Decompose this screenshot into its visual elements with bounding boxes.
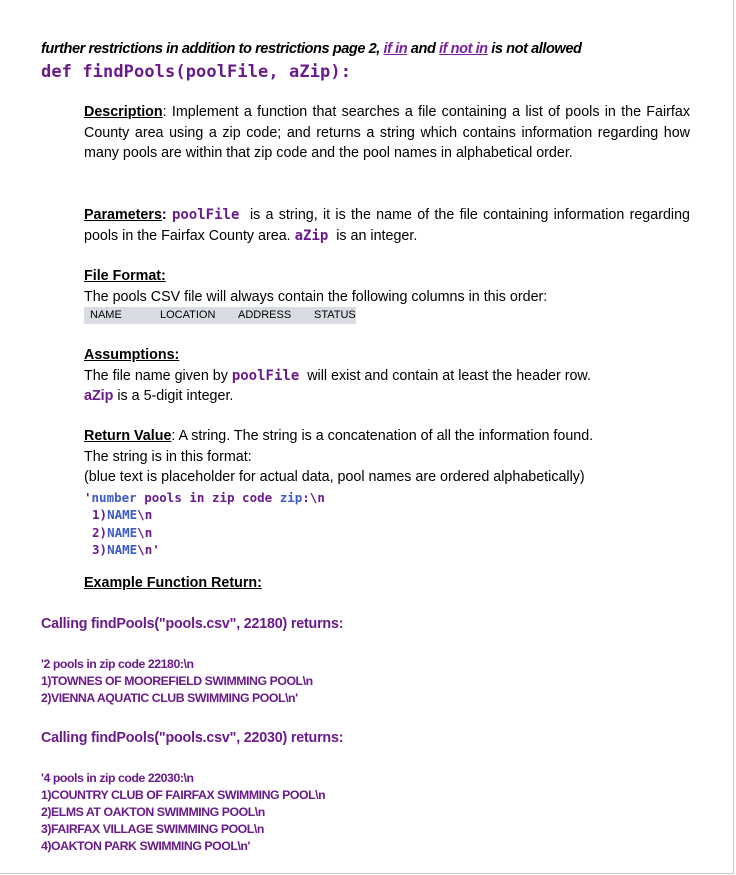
if-in-link[interactable]: if in xyxy=(383,41,408,57)
function-signature: def findPools(poolFile, aZip): xyxy=(41,62,352,82)
code-line-3 xyxy=(84,524,690,542)
example-call-2: Calling findPools("pools.csv", 22030) returns: xyxy=(41,730,344,746)
return-value-text: : A string. The string is a concatenation of all the information found. xyxy=(171,428,594,444)
param-azip: aZip xyxy=(294,227,329,244)
restrictions-and: and xyxy=(407,41,440,57)
restrictions-prefix: further restrictions in addition to restrictions page 2, xyxy=(41,41,384,57)
example-output-1 xyxy=(41,656,313,707)
assumptions-label: Assumptions: xyxy=(84,347,180,363)
description-label: Description xyxy=(84,104,163,120)
example-label: Example Function Return: xyxy=(84,575,262,591)
code-item-1-num: 1) xyxy=(92,507,108,522)
example-section xyxy=(84,573,690,594)
assumptions-line-1-post: will exist and contain at least the header row. xyxy=(299,367,591,384)
code-line-4 xyxy=(84,541,690,559)
description-section xyxy=(84,102,690,164)
code-line-1 xyxy=(84,489,690,507)
example-2-line: 1)COUNTRY CLUB OF FAIRFAX SWIMMING POOL\n xyxy=(41,788,326,802)
return-value-label: Return Value xyxy=(84,428,172,444)
return-value-line-1 xyxy=(84,426,690,447)
code-zip-placeholder: zip xyxy=(279,489,303,505)
if-not-in-link[interactable]: if not in xyxy=(439,41,488,57)
example-call-1: Calling findPools("pools.csv", 22180) returns: xyxy=(41,616,344,632)
code-number-placeholder: number xyxy=(91,489,137,505)
code-line-2 xyxy=(84,506,690,524)
restrictions-suffix: is not allowed xyxy=(487,41,582,57)
code-item-3-num: 3) xyxy=(92,542,108,557)
param-poolfile: poolFile xyxy=(171,207,240,223)
return-value-section xyxy=(84,426,690,559)
parameters-text-2: is an integer. xyxy=(328,227,418,244)
column-name: NAME xyxy=(90,309,122,321)
code-item-2-nl: \n xyxy=(137,524,153,540)
parameters-text-1: is a string, it is the name of the file containing information regarding pools in the Fairfax County area. xyxy=(84,207,694,244)
code-item-1-nl: \n xyxy=(137,507,153,522)
code-item-3-end: \n' xyxy=(137,542,160,557)
assumptions-line-2-post: is a 5-digit integer. xyxy=(113,388,234,404)
example-2-line: 2)ELMS AT OAKTON SWIMMING POOL\n xyxy=(41,805,265,819)
example-2-line: '4 pools in zip code 22030:\n xyxy=(41,771,194,785)
return-format-code xyxy=(84,489,690,559)
assumptions-poolfile: poolFile xyxy=(231,367,300,384)
code-line-1-end: :\n xyxy=(302,489,325,505)
column-location: LOCATION xyxy=(160,309,216,321)
example-output-2 xyxy=(41,770,325,855)
code-quote-open: ' xyxy=(84,489,92,505)
file-format-label: File Format: xyxy=(84,268,166,284)
description-text: : Implement a function that searches a file containing a list of pools in the Fairfax County area using a zip code; and returns a string which contains information regarding how many pools are within that zip code and the pool names in alphabetical order. xyxy=(84,104,690,161)
assumptions-azip: aZip xyxy=(84,388,114,404)
column-status: STATUS xyxy=(314,309,356,321)
example-1-line: 1)TOWNES OF MOOREFIELD SWIMMING POOL\n xyxy=(41,674,313,688)
file-format-section xyxy=(84,266,690,307)
parameters-colon: : xyxy=(161,207,172,223)
assumptions-line-1 xyxy=(84,366,690,387)
example-2-line: 3)FAIRFAX VILLAGE SWIMMING POOL\n xyxy=(41,822,264,836)
code-item-3-name: NAME xyxy=(107,542,138,557)
parameters-label: Parameters xyxy=(84,207,162,223)
code-pools-text: pools in zip code xyxy=(136,489,280,505)
csv-columns-bar xyxy=(84,307,356,324)
code-item-1-name: NAME xyxy=(107,507,138,522)
parameters-section xyxy=(84,205,694,246)
return-value-line-3: (blue text is placeholder for actual data, pool names are ordered alphabetically) xyxy=(84,469,585,485)
example-1-line: 2)VIENNA AQUATIC CLUB SWIMMING POOL\n' xyxy=(41,691,298,705)
example-1-line: '2 pools in zip code 22180:\n xyxy=(41,657,194,671)
file-format-text: The pools CSV file will always contain the following columns in this order: xyxy=(84,288,548,305)
code-item-2-num: 2) xyxy=(92,524,108,540)
code-item-2-name: NAME xyxy=(107,524,138,540)
example-2-line: 4)OAKTON PARK SWIMMING POOL\n' xyxy=(41,839,250,853)
restrictions-note xyxy=(41,41,581,57)
assumptions-line-1-pre: The file name given by xyxy=(84,367,232,384)
assumptions-section xyxy=(84,345,690,407)
assumptions-line-2 xyxy=(84,386,690,407)
return-value-line-2: The string is in this format: xyxy=(84,448,252,465)
column-address: ADDRESS xyxy=(238,309,292,321)
